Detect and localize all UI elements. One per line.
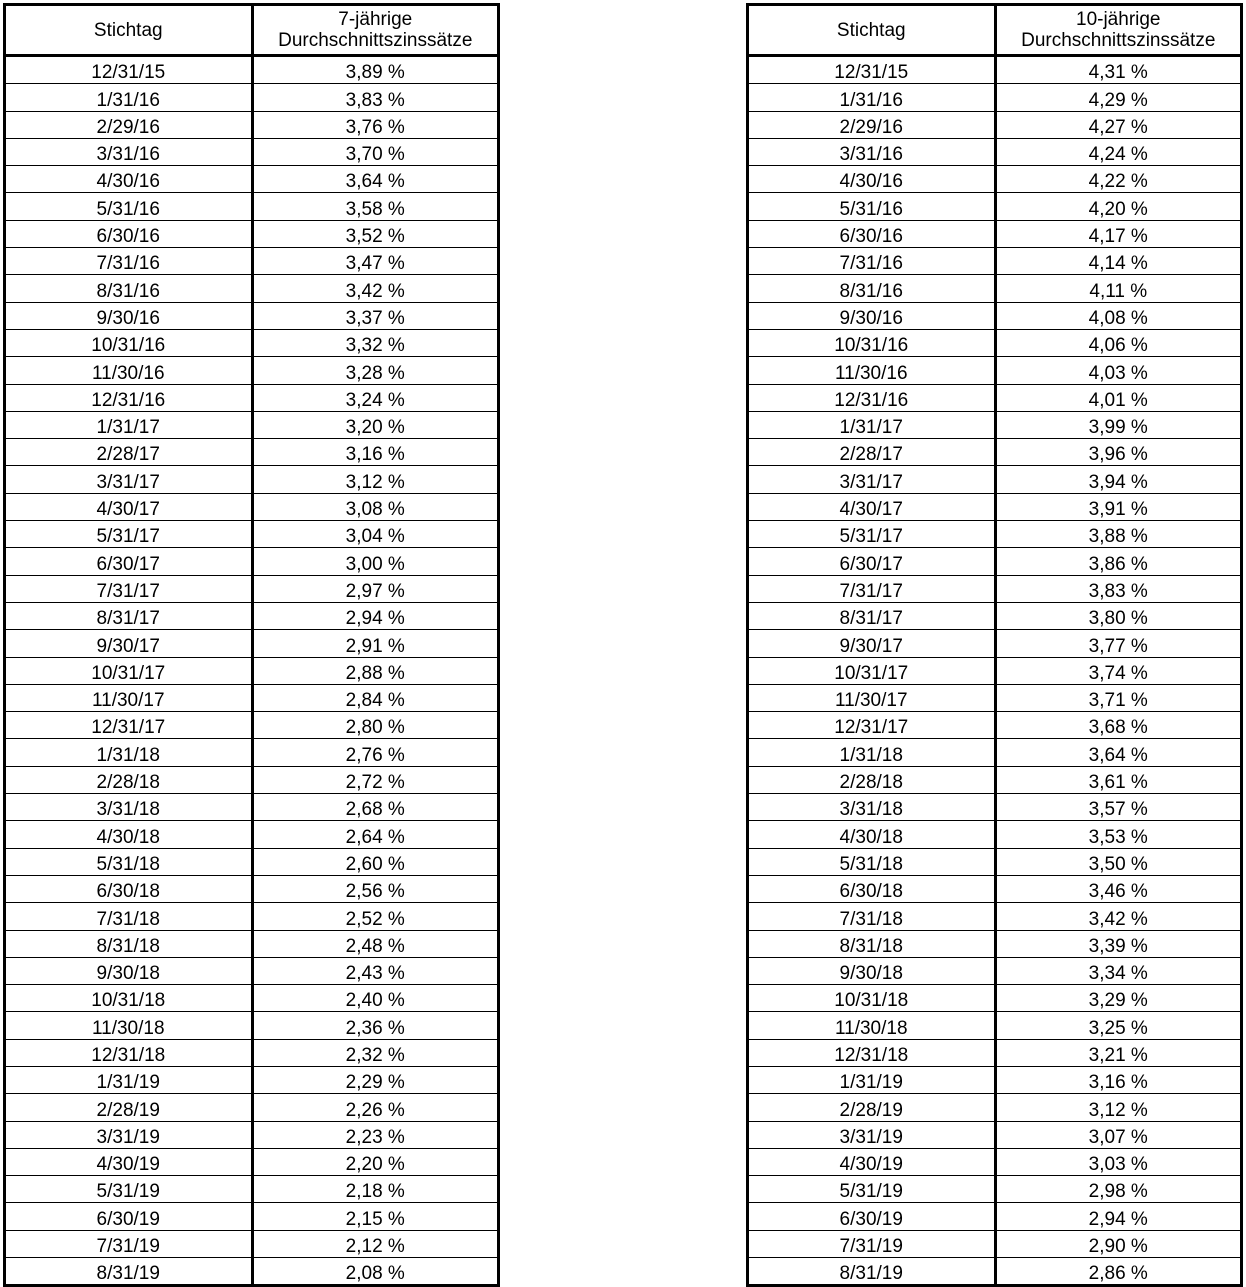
table-row [748,384,1242,411]
date-cell: 5/31/16 [748,193,996,220]
date-cell: 2/28/18 [748,766,996,793]
rate-cell: 2,12 % [252,1230,499,1257]
date-cell: 12/31/18 [748,1039,996,1066]
rate-cell: 3,91 % [995,493,1242,520]
table-row [748,302,1242,329]
date-cell: 4/30/17 [748,493,996,520]
rate-cell: 3,20 % [252,411,499,438]
table-row [5,357,499,384]
rate-cell: 3,88 % [995,521,1242,548]
date-cell: 9/30/16 [748,302,996,329]
rate-cell: 3,47 % [252,248,499,275]
rate-cell: 2,18 % [252,1176,499,1203]
table-row [5,657,499,684]
table-row [748,248,1242,275]
table-row [5,220,499,247]
rate-cell: 2,68 % [252,794,499,821]
rate-cell: 3,68 % [995,712,1242,739]
date-cell: 1/31/17 [748,411,996,438]
table-row [748,875,1242,902]
rate-cell: 2,94 % [252,602,499,629]
date-cell: 9/30/18 [5,957,253,984]
seven-year-rates-table [3,3,500,1287]
date-cell: 1/31/17 [5,411,253,438]
table-row [5,56,499,84]
date-cell: 10/31/16 [5,329,253,356]
rate-cell: 3,58 % [252,193,499,220]
table-row [748,138,1242,165]
table-row [5,766,499,793]
rate-cell: 3,94 % [995,466,1242,493]
rate-cell: 3,50 % [995,848,1242,875]
rate-cell: 3,99 % [995,411,1242,438]
rate-cell: 3,07 % [995,1121,1242,1148]
date-cell: 4/30/16 [5,166,253,193]
date-cell: 10/31/18 [748,985,996,1012]
date-cell: 11/30/17 [748,684,996,711]
table-row [5,957,499,984]
table-row [748,1230,1242,1257]
date-cell: 2/29/16 [5,111,253,138]
rate-cell: 2,26 % [252,1094,499,1121]
rate-cell: 2,40 % [252,985,499,1012]
rate-cell: 3,08 % [252,493,499,520]
date-cell: 10/31/18 [5,985,253,1012]
table-row [748,1012,1242,1039]
date-cell: 4/30/18 [5,821,253,848]
table-row [5,111,499,138]
date-cell: 7/31/16 [748,248,996,275]
table-row [5,138,499,165]
table-row [748,493,1242,520]
table-row [5,1230,499,1257]
date-cell: 12/31/17 [5,712,253,739]
table-row [5,466,499,493]
table-row [5,1176,499,1203]
rate-cell: 3,96 % [995,439,1242,466]
rate-cell: 3,29 % [995,985,1242,1012]
rate-cell: 3,89 % [252,56,499,84]
table-header-row [5,5,499,56]
date-cell: 3/31/16 [5,138,253,165]
table-row [748,357,1242,384]
table-row [5,411,499,438]
date-cell: 4/30/16 [748,166,996,193]
date-cell: 5/31/18 [5,848,253,875]
table-row [5,1203,499,1230]
rate-cell: 3,21 % [995,1039,1242,1066]
rate-cell: 2,43 % [252,957,499,984]
rate-cell: 3,64 % [995,739,1242,766]
table-row [748,521,1242,548]
table-row [748,602,1242,629]
table-row [748,1121,1242,1148]
table-row [748,439,1242,466]
table-row [5,248,499,275]
table-row [5,1066,499,1093]
date-cell: 6/30/18 [748,875,996,902]
date-cell: 3/31/18 [748,794,996,821]
date-cell: 12/31/17 [748,712,996,739]
date-cell: 6/30/16 [5,220,253,247]
rate-cell: 3,32 % [252,329,499,356]
table-row [5,575,499,602]
date-cell: 4/30/17 [5,493,253,520]
date-cell: 8/31/18 [748,930,996,957]
date-cell: 10/31/17 [5,657,253,684]
date-cell: 2/28/19 [748,1094,996,1121]
table-row [748,766,1242,793]
table-row [748,903,1242,930]
date-cell: 4/30/19 [5,1148,253,1175]
rate-cell: 3,42 % [252,275,499,302]
date-cell: 12/31/18 [5,1039,253,1066]
table-row [748,1039,1242,1066]
date-cell: 8/31/16 [748,275,996,302]
date-cell: 12/31/16 [748,384,996,411]
date-cell: 11/30/16 [5,357,253,384]
date-cell: 2/28/17 [5,439,253,466]
rate-cell: 4,20 % [995,193,1242,220]
table-row [748,548,1242,575]
table-row [5,1094,499,1121]
table-row [5,875,499,902]
table-row [748,1203,1242,1230]
rate-cell: 2,86 % [995,1258,1242,1286]
date-cell: 3/31/17 [5,466,253,493]
date-cell: 9/30/17 [5,630,253,657]
table-row [5,630,499,657]
rate-cell: 4,08 % [995,302,1242,329]
table-body [5,56,499,1286]
rate-cell: 3,39 % [995,930,1242,957]
date-cell: 8/31/17 [748,602,996,629]
rate-cell: 2,52 % [252,903,499,930]
rate-cell: 3,53 % [995,821,1242,848]
date-cell: 7/31/19 [5,1230,253,1257]
table-row [748,111,1242,138]
date-cell: 6/30/16 [748,220,996,247]
date-cell: 3/31/17 [748,466,996,493]
date-cell: 1/31/18 [748,739,996,766]
rate-cell: 3,03 % [995,1148,1242,1175]
rate-cell: 2,80 % [252,712,499,739]
rate-cell: 3,28 % [252,357,499,384]
rate-cell: 3,52 % [252,220,499,247]
rate-cell: 4,27 % [995,111,1242,138]
table-row [748,1258,1242,1286]
table-row [748,712,1242,739]
date-cell: 7/31/18 [5,903,253,930]
rate-cell: 2,98 % [995,1176,1242,1203]
table-row [748,684,1242,711]
date-cell: 6/30/19 [5,1203,253,1230]
rate-cell: 3,12 % [252,466,499,493]
rate-cell: 2,32 % [252,1039,499,1066]
date-cell: 5/31/17 [5,521,253,548]
table-row [5,903,499,930]
rate-cell: 4,03 % [995,357,1242,384]
date-cell: 8/31/19 [748,1258,996,1286]
table-row [5,602,499,629]
date-cell: 5/31/17 [748,521,996,548]
date-cell: 5/31/19 [5,1176,253,1203]
date-cell: 8/31/17 [5,602,253,629]
table-row [748,275,1242,302]
rate-cell: 3,16 % [995,1066,1242,1093]
table-row [5,821,499,848]
date-cell: 5/31/16 [5,193,253,220]
rate-cell: 4,24 % [995,138,1242,165]
rate-cell: 4,11 % [995,275,1242,302]
date-cell: 4/30/18 [748,821,996,848]
table-row [748,411,1242,438]
table-row [5,1012,499,1039]
date-cell: 2/28/19 [5,1094,253,1121]
date-cell: 9/30/16 [5,302,253,329]
table-row [748,957,1242,984]
date-cell: 1/31/19 [5,1066,253,1093]
date-cell: 3/31/16 [748,138,996,165]
date-cell: 6/30/17 [748,548,996,575]
table-row [748,657,1242,684]
table-row [748,630,1242,657]
date-cell: 8/31/19 [5,1258,253,1286]
rate-cell: 3,34 % [995,957,1242,984]
rate-cell: 3,64 % [252,166,499,193]
rate-cell: 4,01 % [995,384,1242,411]
date-cell: 1/31/16 [5,84,253,111]
date-cell: 8/31/16 [5,275,253,302]
date-cell: 7/31/17 [748,575,996,602]
rate-column-header: 10-jährige Durchschnittszinssätze [995,5,1242,56]
table-row [748,84,1242,111]
rate-cell: 3,12 % [995,1094,1242,1121]
table-row [5,930,499,957]
rate-cell: 3,80 % [995,602,1242,629]
table-row [748,794,1242,821]
date-cell: 1/31/18 [5,739,253,766]
date-cell: 8/31/18 [5,930,253,957]
table-row [748,1176,1242,1203]
date-cell: 1/31/19 [748,1066,996,1093]
rate-cell: 3,70 % [252,138,499,165]
table-row [5,275,499,302]
rate-cell: 3,61 % [995,766,1242,793]
date-cell: 11/30/17 [5,684,253,711]
table-row [5,548,499,575]
table-row [5,739,499,766]
date-cell: 7/31/17 [5,575,253,602]
table-row [5,84,499,111]
table-row [5,193,499,220]
rate-cell: 3,16 % [252,439,499,466]
date-cell: 7/31/18 [748,903,996,930]
date-cell: 6/30/18 [5,875,253,902]
rate-cell: 2,94 % [995,1203,1242,1230]
rate-cell: 2,20 % [252,1148,499,1175]
date-column-header: Stichtag [748,5,996,56]
table-row [5,1039,499,1066]
rate-cell: 3,86 % [995,548,1242,575]
rate-cell: 3,25 % [995,1012,1242,1039]
date-cell: 12/31/15 [5,56,253,84]
date-cell: 1/31/16 [748,84,996,111]
rate-cell: 2,64 % [252,821,499,848]
rate-cell: 2,90 % [995,1230,1242,1257]
table-row [5,848,499,875]
date-cell: 7/31/16 [5,248,253,275]
rate-cell: 2,23 % [252,1121,499,1148]
rate-cell: 3,83 % [252,84,499,111]
rate-column-header: 7-jährige Durchschnittszinssätze [252,5,499,56]
table-row [748,575,1242,602]
table-row [5,1121,499,1148]
date-cell: 7/31/19 [748,1230,996,1257]
date-cell: 11/30/18 [748,1012,996,1039]
rate-cell: 2,84 % [252,684,499,711]
table-row [748,821,1242,848]
date-cell: 3/31/19 [5,1121,253,1148]
rate-cell: 3,42 % [995,903,1242,930]
rate-cell: 3,83 % [995,575,1242,602]
table-row [748,1066,1242,1093]
table-row [5,493,499,520]
rate-cell: 4,17 % [995,220,1242,247]
date-cell: 2/29/16 [748,111,996,138]
rate-cell: 3,74 % [995,657,1242,684]
date-cell: 5/31/19 [748,1176,996,1203]
rate-cell: 4,31 % [995,56,1242,84]
table-row [748,930,1242,957]
table-row [5,684,499,711]
date-cell: 5/31/18 [748,848,996,875]
date-cell: 6/30/17 [5,548,253,575]
table-row [748,1094,1242,1121]
rate-cell: 2,36 % [252,1012,499,1039]
date-column-header: Stichtag [5,5,253,56]
rate-cell: 4,14 % [995,248,1242,275]
rate-cell: 3,77 % [995,630,1242,657]
rate-cell: 2,88 % [252,657,499,684]
rate-cell: 2,08 % [252,1258,499,1286]
date-cell: 2/28/17 [748,439,996,466]
date-cell: 4/30/19 [748,1148,996,1175]
date-cell: 11/30/18 [5,1012,253,1039]
date-cell: 2/28/18 [5,766,253,793]
rate-cell: 3,71 % [995,684,1242,711]
table-row [748,848,1242,875]
table-row [5,166,499,193]
table-row [748,166,1242,193]
table-row [748,739,1242,766]
ten-year-rates-table [746,3,1243,1287]
rate-cell: 3,46 % [995,875,1242,902]
table-row [748,193,1242,220]
rate-cell: 4,06 % [995,329,1242,356]
table-row [748,466,1242,493]
date-cell: 9/30/17 [748,630,996,657]
date-cell: 10/31/16 [748,329,996,356]
rate-cell: 2,76 % [252,739,499,766]
table-row [5,985,499,1012]
table-row [5,1148,499,1175]
rate-cell: 2,91 % [252,630,499,657]
date-cell: 12/31/16 [5,384,253,411]
rate-cell: 2,97 % [252,575,499,602]
table-row [748,220,1242,247]
rate-cell: 3,24 % [252,384,499,411]
table-row [748,1148,1242,1175]
date-cell: 9/30/18 [748,957,996,984]
rate-cell: 3,57 % [995,794,1242,821]
date-cell: 12/31/15 [748,56,996,84]
date-cell: 11/30/16 [748,357,996,384]
table-row [5,302,499,329]
date-cell: 3/31/18 [5,794,253,821]
rate-cell: 2,60 % [252,848,499,875]
table-row [5,712,499,739]
table-row [5,384,499,411]
date-cell: 3/31/19 [748,1121,996,1148]
rate-cell: 2,72 % [252,766,499,793]
rate-cell: 2,15 % [252,1203,499,1230]
table-header-row [748,5,1242,56]
rate-cell: 2,56 % [252,875,499,902]
table-row [748,56,1242,84]
table-body [748,56,1242,1286]
rate-cell: 3,76 % [252,111,499,138]
table-row [5,794,499,821]
table-row [748,329,1242,356]
rate-cell: 2,48 % [252,930,499,957]
rate-cell: 2,29 % [252,1066,499,1093]
table-row [5,1258,499,1286]
table-row [5,439,499,466]
rate-cell: 3,00 % [252,548,499,575]
table-row [5,521,499,548]
date-cell: 6/30/19 [748,1203,996,1230]
rate-cell: 4,29 % [995,84,1242,111]
table-row [748,985,1242,1012]
rate-cell: 3,04 % [252,521,499,548]
rate-cell: 4,22 % [995,166,1242,193]
table-row [5,329,499,356]
rate-cell: 3,37 % [252,302,499,329]
date-cell: 10/31/17 [748,657,996,684]
